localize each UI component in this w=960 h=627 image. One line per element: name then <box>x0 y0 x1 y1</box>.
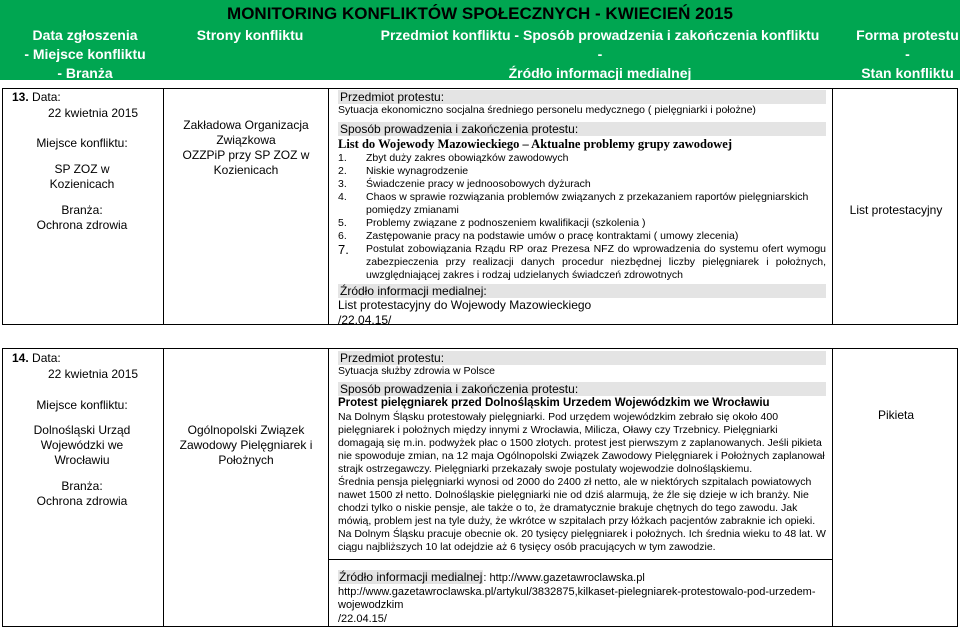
entry-number: 14. Data: <box>12 351 61 365</box>
report-title: MONITORING KONFLIKTÓW SPOŁECZNYCH - KWIECIEŃ 2015 <box>227 4 733 23</box>
entry-date: 22 kwietnia 2015 <box>48 106 139 120</box>
method-label: Sposób prowadzenia i zakończenia protestu: <box>338 382 826 396</box>
parties-value: Zakładowa Organizacja Związkowa OZZPiP przy SP ZOZ w Kozienicach <box>182 118 310 177</box>
table-header <box>0 0 960 80</box>
list-item: 7. Postulat zobowiązania Rządu RP oraz Prezesa NFZ do wprowadzenia do systemu ofert wymogu zabezpieczenia przy realizacji danych procedur niezbędnej liczby pielęgniarek i położnych, uwzględniającej zakres i rodzaj udzielanych świadczeń zdrowotnych <box>338 242 826 281</box>
list-item: 5. Problemy związane z podnoszeniem kwalifikacji (szkolenia ) <box>338 217 646 229</box>
subject-text: Sytuacja ekonomiczno socjalna średniego personelu medycznego ( pielęgniarki i położne) <box>338 104 756 116</box>
place-label: Miejsce konfliktu: <box>36 136 128 150</box>
entry-date: 22 kwietnia 2015 <box>48 367 139 381</box>
header-col-parties: Strony konfliktu <box>196 27 304 43</box>
branch-value: Ochrona zdrowia <box>36 218 128 232</box>
method-title: Protest pielęgniarek przed Dolnośląskim Urzedem Wojewódzkim we Wrocławiu <box>338 397 770 409</box>
source-text: List protestacyjny do Wojewody Mazowieckiego <box>338 298 592 312</box>
header-col-subject: Przedmiot konfliktu - Sposób prowadzenia i zakończenia konfliktu - Źródło informacji medialnej <box>380 27 820 81</box>
subject-label: Przedmiot protestu: <box>338 351 826 365</box>
source-url: http://www.gazetawroclawska.pl/artykul/3832875,kilkaset-pielegniarek-protestowalo-pod-urzedem-wojewodzkim <box>338 585 816 611</box>
entry-number: 13. Data: <box>12 90 61 104</box>
source-text: : http://www.gazetawroclawska.pl <box>483 572 645 584</box>
body-paragraph: Średnia pensja pielęgniarki wynosi od 2000 do 2400 zł netto, ale w niektórych szpitalach powiatowych nawet 1500 zł netto. Dolnośląskie pielęgniarki nie od dziś alarmują, że źle się dzieje w ich branży. Nie chodzi tylko o niskie pensje, ale także o to, że dramatycznie brakuje chętnych do tego zawodu. Jak mówią, problem jest na tyle duży, że wkrótce w szpitalach przy łóżkach pacjentów zabraknie ich opieki. Na Dolnym Śląsku pracuje obecnie ok. 20 tysięcy pielęgniarek i położnych. Ich średnia wieku to 48 lat. W ciągu najbliższych 10 lat odejdzie aż 6 tysięcy osób pracujących w tym zawodzie. <box>338 476 826 553</box>
method-label: Sposób prowadzenia i zakończenia protestu: <box>338 122 826 136</box>
parties-value: Ogólnopolski Związek Zawodowy Pielęgniarek i Położnych <box>179 423 313 467</box>
place-value: SP ZOZ w Kozienicach <box>49 162 115 191</box>
form-value: List protestacyjny <box>849 203 943 217</box>
body-paragraph: Na Dolnym Śląsku protestowały pielęgniarki. Pod urzędem wojewódzkim zebrało się około 400 pielęgniarek i położnych między innymi z Wrocławia, Milicza, Oławy czy Trzebnicy. Pielęgniarki domagają się m.in. podwyżek płac o 1500 złotych. protest jest pierwszym z zaplanowanych. Jeśli pikieta nie spowoduje zmian, na 12 maja Ogólnopolski Związek Zawodowy Pielęgniarek i Położnych zaplanował strajk ostrzegawczy. Pielęgniarki przekazały swoje postulaty wojewodzie dolnośląskiemu. <box>338 411 825 475</box>
list-item: 6. Zastępowanie pracy na podstawie umów o pracę kontraktami ( umowy zlecenia) <box>338 230 739 242</box>
source-date: /22.04.15/ <box>338 612 387 625</box>
source-block <box>338 570 826 626</box>
subject-block <box>338 351 826 554</box>
problem-list <box>338 152 826 282</box>
place-label: Miejsce konfliktu: <box>36 398 128 412</box>
source-label: Źródło informacji medialnej <box>339 570 483 584</box>
branch-value: Ochrona zdrowia <box>36 494 128 508</box>
list-item: 1. Zbyt duży zakres obowiązków zawodowych <box>338 152 569 164</box>
subject-block <box>338 90 826 328</box>
header-col-form: Forma protestu - Stan konfliktu <box>856 27 959 81</box>
subject-text: Sytuacja służby zdrowia w Polsce <box>338 365 495 377</box>
branch-label: Branża: <box>61 479 103 493</box>
header-col-date: Data zgłoszenia - Miejsce konfliktu - Branża <box>24 27 146 81</box>
list-item: 2. Niskie wynagrodzenie <box>338 165 469 177</box>
method-title: List do Wojewody Mazowieckiego – Aktualne problemy grupy zawodowej <box>338 137 732 151</box>
form-value: Pikieta <box>877 408 915 422</box>
subject-label: Przedmiot protestu: <box>338 90 826 104</box>
list-item: 3. Świadczenie pracy w jednoosobowych dyżurach <box>338 178 591 190</box>
entry-parties-cell <box>163 348 329 627</box>
list-item: 4. Chaos w sprawie rozwiązania problemów związanych z przekazaniem raportów pielęgniarskich pomiędzy zmianami <box>338 191 809 216</box>
source-label: Źródło informacji medialnej: <box>338 284 826 298</box>
source-date: /22.04.15/ <box>338 313 392 327</box>
branch-label: Branża: <box>61 203 103 217</box>
place-value: Dolnośląski Urząd Wojewódzki we Wrocławiu <box>33 423 131 467</box>
